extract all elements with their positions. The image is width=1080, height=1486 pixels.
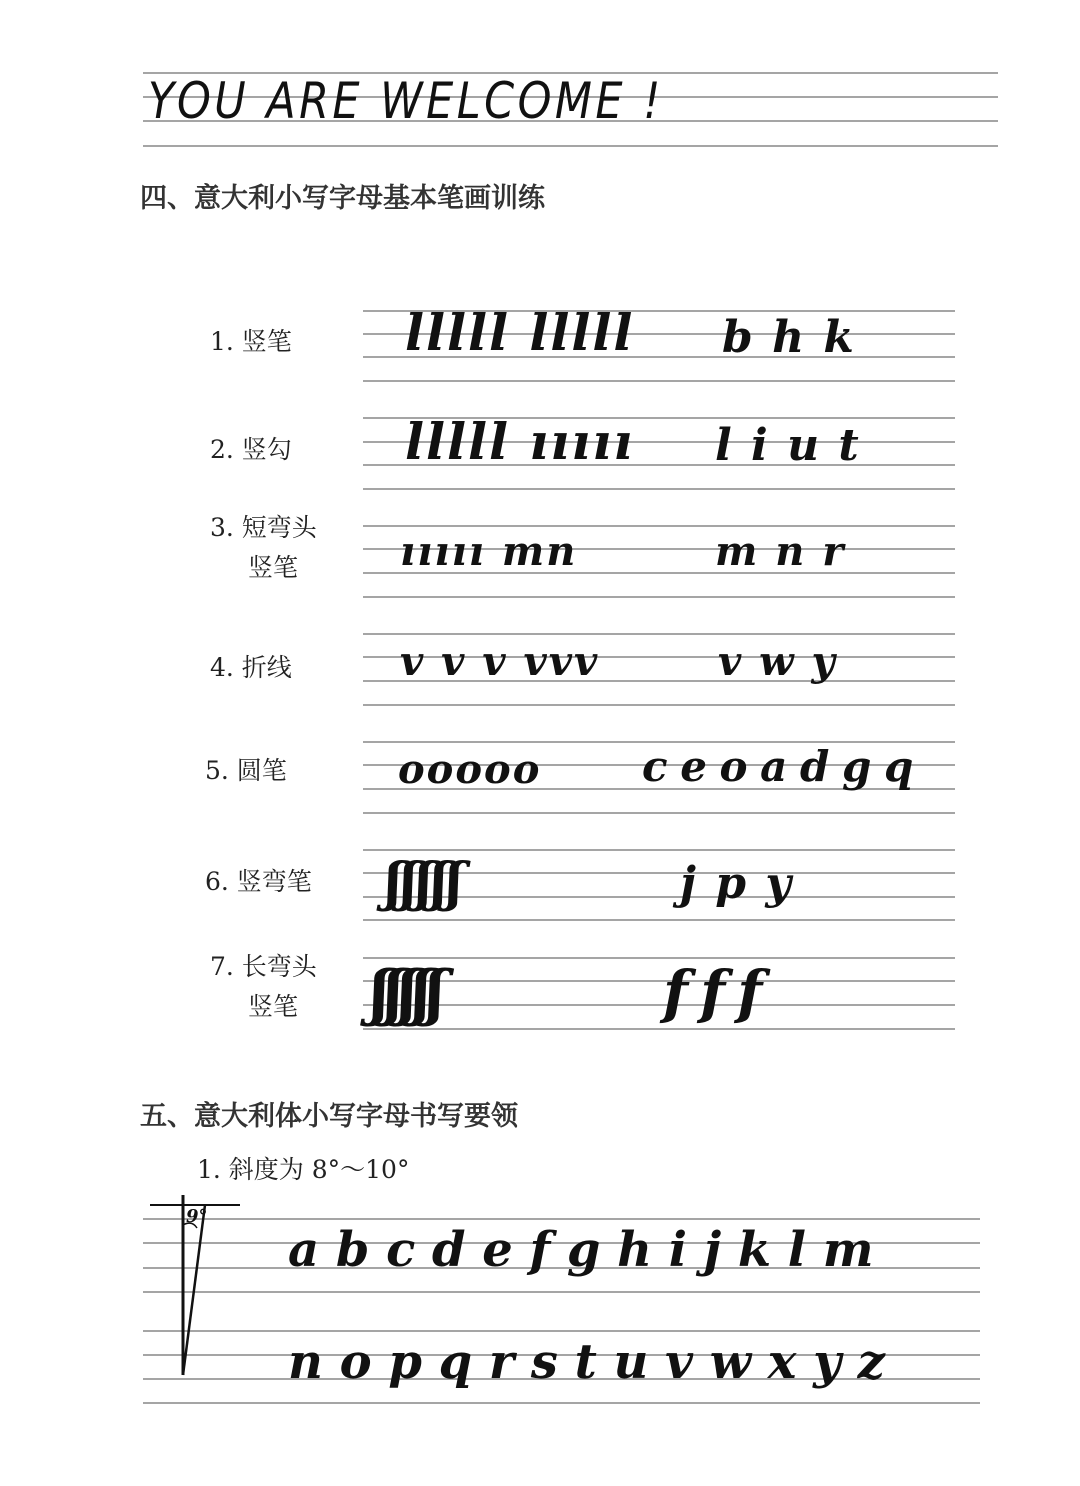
stroke-practice-5: ooooo xyxy=(398,746,542,793)
stroke-letters-4: v w y xyxy=(718,638,837,685)
stroke-letters-6: j p y xyxy=(680,858,793,909)
stroke-label-2 xyxy=(210,430,292,470)
stroke-label-4 xyxy=(210,648,292,688)
stroke-label-3 xyxy=(210,508,317,588)
stroke-label-text: 2. 竖勾 xyxy=(210,435,292,464)
stroke-label-6 xyxy=(205,862,312,902)
stroke-label-text: 1. 竖笔 xyxy=(210,327,292,356)
stroke-letters-2: l i u t xyxy=(715,420,861,471)
stroke-practice-6: ʃʃʃʃʃ xyxy=(385,852,462,913)
stroke-label-7 xyxy=(210,947,317,1027)
stroke-label-text: 7. 长弯头 xyxy=(210,952,317,981)
stroke-practice-4: v v v vvv xyxy=(400,638,600,685)
stroke-practice-1: lllll lllll xyxy=(405,303,635,362)
section4-heading: 四、意大利小写字母基本笔画训练 xyxy=(140,183,545,214)
stroke-letters-5: c e o a d g q xyxy=(642,742,913,791)
stroke-letters-7: f f f xyxy=(663,958,759,1026)
stroke-label-text: 5. 圆笔 xyxy=(205,756,287,785)
stroke-label-line2: 竖笔 xyxy=(248,553,299,582)
slant-subheading: 1. 斜度为 8°～10° xyxy=(197,1155,410,1184)
stroke-practice-2: lllll ııııı xyxy=(405,412,635,471)
banner-text: YOU ARE WELCOME ! xyxy=(148,72,664,130)
alphabet-row-2: n o p q r s t u v w x y z xyxy=(288,1334,885,1390)
stroke-letters-3: m n r xyxy=(715,528,846,575)
stroke-practice-7: ʃʃʃʃʃ xyxy=(370,958,440,1028)
angle-label: 9° xyxy=(186,1206,208,1227)
section5-heading: 五、意大利体小写字母书写要领 xyxy=(140,1101,518,1132)
stroke-label-text: 6. 竖弯笔 xyxy=(205,867,312,896)
stroke-practice-3: ııııı mn xyxy=(400,528,578,575)
stroke-label-5 xyxy=(205,751,287,791)
stroke-label-line2: 竖笔 xyxy=(248,992,299,1021)
stroke-letters-1: b h k xyxy=(722,312,856,363)
stroke-label-1 xyxy=(210,322,292,362)
stroke-label-text: 4. 折线 xyxy=(210,653,292,682)
alphabet-row-1: a b c d e f g h i j k l m xyxy=(288,1222,874,1278)
stroke-label-text: 3. 短弯头 xyxy=(210,513,317,542)
